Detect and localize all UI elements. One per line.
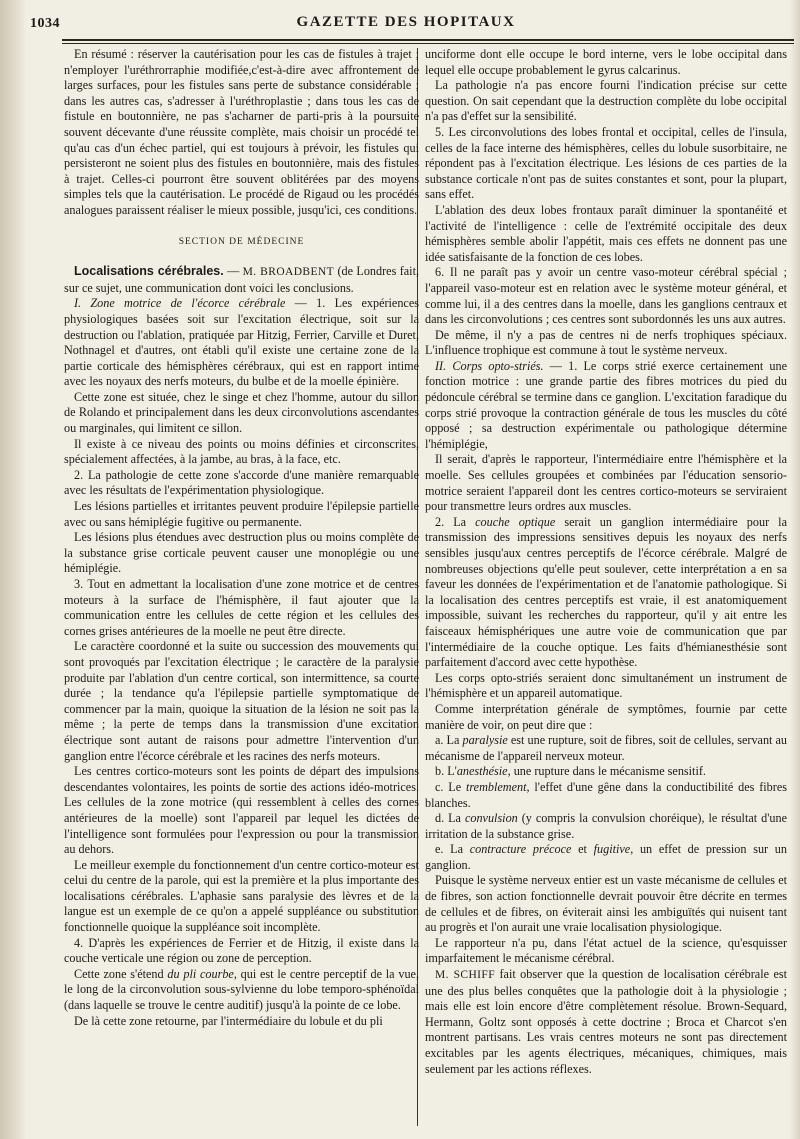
paragraph: I. Zone motrice de l'écorce cérébrale — 1. Les expériences physiologiques basées soit sur l'excitation électrique, soit sur la destruction ou l'ablation, pratiquée par Hitzig, Ferrier, Carville et Duret, Nothnagel et d'autres, ont établi qu'il existe une certaine zone de la partie corticale des hémisphères cérébraux, qui est en rapport intime avec les noyaux des nerfs moteurs, du bulbe et de la moelle épinière.	[64, 296, 419, 389]
page-binding-edge	[0, 0, 26, 1139]
paragraph: unciforme dont elle occupe le bord interne, vers le lobe occipital dans lequel elle occupe probablement le gyrus calcarinus.	[425, 47, 787, 77]
section-heading: SECTION DE MÉDECINE	[178, 236, 305, 247]
paragraph: Le rapporteur n'a pu, dans l'état actuel de la science, qu'esquisser imparfaitement le mécanisme cérébral.	[425, 935, 787, 966]
list-item: b. L'anesthésie, une rupture dans le mécanisme sensitif.	[435, 764, 706, 779]
paragraph: Les corps opto-striés seraient donc simultanément un instrument de l'hémisphère et un appareil automatique.	[425, 670, 787, 701]
paragraph: De là cette zone retourne, par l'intermédiaire du lobule et du pli	[74, 1013, 383, 1028]
running-header	[30, 12, 782, 38]
list-item: c. Le tremblement, l'effet d'une gêne dans la conductibilité des fibres blanches.	[425, 779, 787, 810]
page-number: 1034	[30, 16, 60, 31]
paragraph: II. Corps opto-striés. — 1. Le corps strié exerce certainement une fonction motrice : une grande partie des fibres motrices du pied du pédoncule cérébral se termine dans ce ganglion. L'excitation faradique du corps strié provoque la contraction générale de tous les muscles du côté opposé ; sa destruction expérimentale ou pathologique détermine l'hémiplégie,	[425, 358, 787, 451]
paragraph: L'ablation des deux lobes frontaux paraît diminuer la spontanéité et l'activité de l'intelligence : celle de l'extrémité occipitale des deux hémisphères semble abolir l'appétit, mais ces effets ne donnent pas une idée satisfaisante de la fonction de ces lobes.	[425, 202, 787, 264]
paragraph: Cette zone est située, chez le singe et chez l'homme, autour du sillon de Rolando et principalement dans les deux circonvolutions ascendantes ou marginales, qui limitent ce sillon.	[64, 389, 419, 436]
paragraph: Comme interprétation générale de symptômes, fournie par cette manière de voir, on peut dire que :	[425, 701, 787, 732]
paragraph: Cette zone s'étend du pli courbe, qui est le centre perceptif de la vue, le long de la circonvolution sous-sylvienne du lobe temporo-sphénoïdal (dans laquelle se trouve le centre auditif) jusqu'à la pointe de ce lobe.	[64, 966, 420, 1013]
article-intro-text: (de Londres fait, sur ce sujet, une communication dont voici les conclusions.	[64, 264, 419, 295]
paragraph: 3. Tout en admettant la localisation d'une zone motrice et de centres moteurs à la surface de l'hémisphère, il faut ajouter que la communication entre les cellules de cette région et les cellules des cornes grises antérieures de la moelle ne peut être directe.	[64, 577, 419, 638]
right-column	[425, 47, 787, 1077]
paragraph: Puisque le système nerveux entier est un vaste mécanisme de cellules et de fibres, son action fonctionnelle devrait pouvoir être décrite en termes de cellules et de fibres, on éviterait ainsi les ambiguïtés qui nuisent tant au progrès et l'on aurait une vraie localisation physiologique.	[425, 873, 787, 935]
list-item: d. La convulsion (y compris la convulsion choréique), le résultat d'une irritation de la substance grise.	[425, 811, 787, 841]
paragraph: 6. Il ne paraît pas y avoir un centre vaso-moteur cérébral spécial ; l'appareil vaso-moteur est en relation avec le système moteur général, et comme lui, il a des centres dans la moelle, dans les ganglions centraux et dans les circonvolutions ; ces centres sont subordonnés les uns aux autres.	[425, 265, 787, 327]
paragraph: Il serait, d'après le rapporteur, l'intermédiaire entre l'hémisphère et la moelle. Ses cellules groupées et combinées par l'éducation sensorio-motrice seraient l'appareil dont les centres cortico-moteurs se serviraient pour transmettre leurs ordres aux muscles.	[425, 452, 787, 514]
speaker-name: M. SCHIFF	[435, 969, 495, 982]
article-author: M. BROADBENT	[242, 266, 335, 279]
article-title: Localisations cérébrales.	[74, 264, 224, 279]
paragraph: 2. La pathologie de cette zone s'accorde d'une manière remarquable avec les résultats de l'expérimentation physiologique.	[64, 467, 419, 498]
paragraph: La pathologie n'a pas encore fourni l'indication précise sur cette question. On sait cependant que la destruction complète du lobe occipital n'a pas d'effet sur la sensibilité.	[425, 78, 787, 124]
paragraph: Les centres cortico-moteurs sont les points de départ des impulsions descendantes volontaires, les points de sortie des actions idéo-motrices. Les cellules de la zone motrice (qui ressemblent à celles des cornes antérieures de la moelle) sont l'appareil par lequel les dictées de l'intelligence sont formulées pour l'expression ou pour la transmission au dehors.	[64, 764, 419, 857]
paragraph: Le meilleur exemple du fonctionnement d'un centre cortico-moteur est celui du centre de la parole, qui est la première et la plus importante des localisations cérébrales. L'aphasie sans paralysie des lèvres et de la langue est un exemple de ce qu'on a appelé suppléance ou substitution fonctionnelle quoique la suppléance soit incomplète.	[64, 857, 419, 935]
paragraph: Les lésions plus étendues avec destruction plus ou moins complète de la substance grise corticale peuvent causer une monoplégie ou une hémiplégie.	[64, 530, 419, 576]
list-item: a. La paralysie est une rupture, soit de fibres, soit de cellules, servant au mécanisme de l'appareil nerveux moteur.	[425, 733, 787, 763]
journal-title: GAZETTE DES HOPITAUX	[296, 14, 516, 30]
page-right-edge	[790, 0, 800, 1139]
article-intro: Localisations cérébrales. — M. BROADBENT (de Londres fait, sur ce sujet, une communication dont voici les conclusions.	[64, 264, 419, 295]
paragraph: 4. D'après les expériences de Ferrier et de Hitzig, il existe dans la couche verticale une région ou zone de perception.	[64, 935, 419, 966]
header-rule	[62, 39, 794, 41]
paragraph: Les lésions partielles et irritantes peuvent produire l'épilepsie partielle avec ou sans hémiplégie fugitive ou permanente.	[64, 499, 419, 529]
paragraph: 5. Les circonvolutions des lobes frontal et occipital, celles de l'insula, celles de la face interne des hémisphères, celles du lobule susorbitaire, ne répondent pas à l'excitation électrique. Les lésions de ces parties de la substance corticale n'ont pas de suites constantes et sont, pour la plupart, sans effet.	[425, 124, 787, 202]
paragraph: M. SCHIFF fait observer que la question de localisation cérébrale est une des plus belles conquêtes que la pathologie doit à la physiologie ; mais elle est loin encore d'être complètement résolue. Brown-Sequard, Hermann, Goltz sont opposés à cette doctrine ; Broca et Charcot s'en montrent partisans. Les vrais centres moteurs ne sont pas directement excitables par les agents électriques, mécaniques, chimiques, mais seulement par les actions réflexes.	[425, 967, 787, 1076]
paragraph: Le caractère coordonné et la suite ou succession des mouvements qui sont provoqués par l'excitation électrique ; le caractère de la paralysie produite par l'ablation d'un centre cortical, son intermittence, sa courte durée ; la tendance qu'a l'épilepsie partielle symptomatique de commencer par la main, quoique la situation de la lésion ne soit pas la même ; la perte de temps dans la transmission d'une excitation électrique sont autant de raisons pour admettre l'intervention d'un ganglion entre l'écorce cérébrale et les racines des nerfs moteurs.	[64, 639, 419, 763]
paragraph: De même, il n'y a pas de centres ni de nerfs trophiques spéciaux. L'influence trophique est commune à tout le système nerveux.	[425, 327, 787, 358]
left-column	[64, 47, 419, 1029]
paragraph: 2. La couche optique serait un ganglion intermédiaire pour la transmission des impressions sensitives depuis les noyaux des nerfs sensibles jusqu'aux centres perceptifs de l'écorce cérébrale. Malgré de nombreuses objections qu'elle peut soulever, cette interprétation a en sa faveur les données de l'expérimentation et de l'anatomie pathologique. Si la localisation des centres perceptifs est vraie, il est anatomiquement impossible, suivant les recherches du rapporteur, qu'il y ait entre les faisceaux hémisphériques une autre voie de communication que par l'intermédiaire de la couche optique. Les faits d'hémianesthésie sont parfaitement d'accord avec cette hypothèse.	[425, 514, 787, 670]
paragraph: Il existe à ce niveau des points ou moins définies et circonscrites, spécialement affectées, à la jambe, au bras, à la face, etc.	[64, 436, 419, 467]
paragraph: En résumé : réserver la cautérisation pour les cas de fistules à trajet ; n'employer l'uréthrorraphie modifiée,c'est-à-dire avec affrontement de larges surfaces, pour les fistules sans perte de substance considérable ; dans les autres cas, s'adresser à l'uréthroplastie ; dans tous les cas de fistule en boutonnière, ne pas s'acharner de parti-pris à la poursuite souvent décevante d'une réussite complète, mais choisir un procédé tel qu'au cas d'un échec partiel, qui est toujours à prévoir, les fistules qui persisteront ne soient plus des fistules en boutonnière, mais des fistules à trajet. Celles-ci pourront être souvent oblitérées par des moyens simples tels que la cautérisation. Le procédé de Rigaud ou les procédés analogues paraissent réaliser le mieux possible, jusqu'ici, ces conditions.	[64, 47, 419, 217]
header-rule-thin	[62, 43, 794, 44]
subsection-label: I. Zone motrice de l'écorce cérébrale	[74, 296, 286, 311]
list-item: e. La contracture précoce et fugitive, un effet de pression sur un ganglion.	[425, 842, 787, 872]
subsection-label: II. Corps opto-striés.	[435, 358, 544, 373]
